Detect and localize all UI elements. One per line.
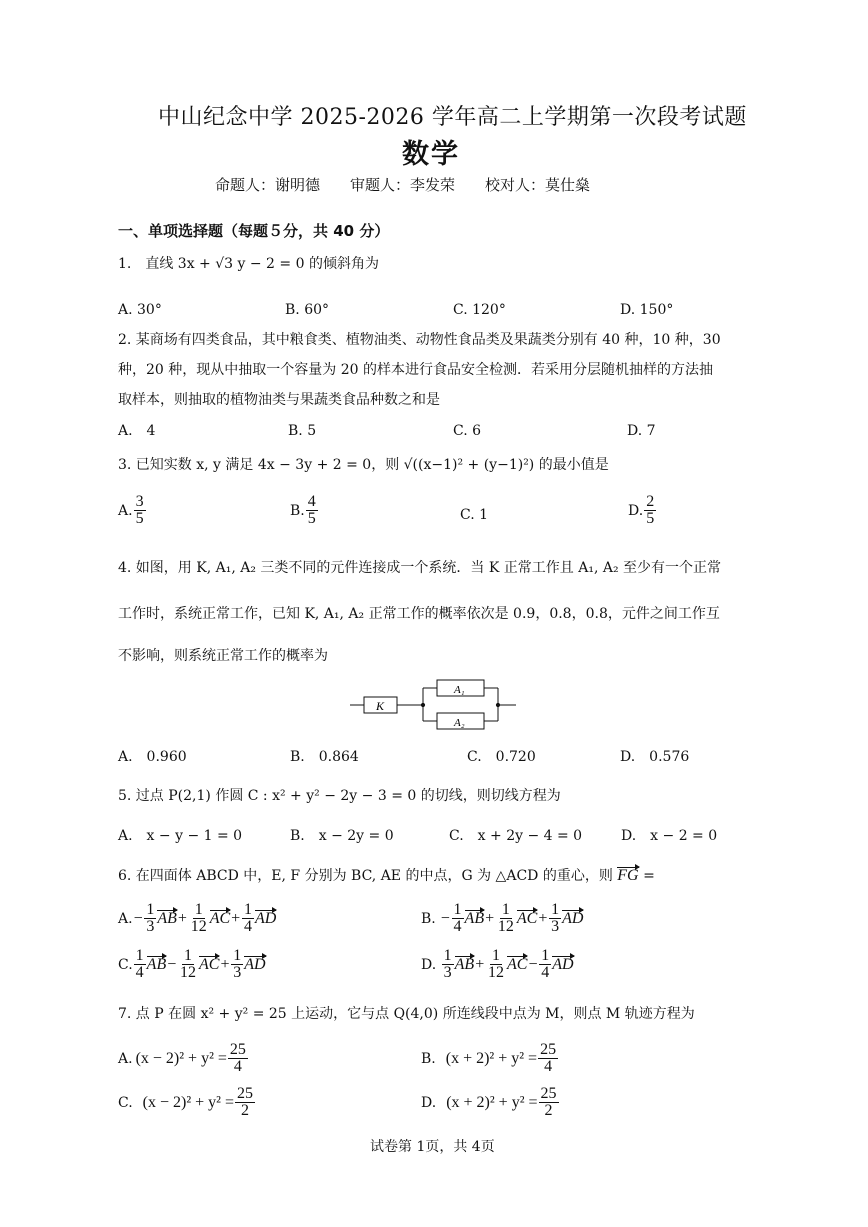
- q7-option-c-label: C.: [118, 1094, 133, 1111]
- q3-option-b-label: B.: [290, 502, 305, 519]
- q6-option-c: C. $\frac{1}{4}$ AB − $\frac{1}{12}$ AC + $\frac{1}{3}$ AD: [118, 947, 266, 981]
- q5-option-d: D. x − 2 = 0: [621, 828, 718, 844]
- q5-option-a: A. x − y − 1 = 0: [118, 828, 243, 844]
- vector-ac: AC: [516, 909, 538, 927]
- q7-option-d: D. (x + 2)² + y² = $\frac{25}{2}$: [421, 1085, 557, 1119]
- q2-option-c: C. 6: [453, 423, 482, 439]
- q6-option-a-label: A.: [118, 910, 133, 927]
- q6-vector-fg: FG: [617, 867, 639, 884]
- q3-option-b-fraction: [306, 494, 318, 527]
- q5-option-b: B. x − 2y = 0: [290, 828, 394, 844]
- q1-stem: 1. 直线 3x + √3 y − 2 = 0 的倾斜角为: [118, 256, 379, 272]
- q3-option-d-label: D.: [628, 502, 644, 519]
- q3-option-b: [290, 494, 319, 527]
- q6-option-a: A. − $\frac{1}{3}$ AB + $\frac{1}{12}$ AC + $\frac{1}{4}$ AD: [118, 901, 277, 935]
- q7-option-b-label: B.: [421, 1050, 436, 1067]
- q7-option-c: C. (x − 2)² + y² = $\frac{25}{2}$: [118, 1085, 253, 1119]
- circuit-diagram: [350, 676, 520, 734]
- q3-option-a-label: A.: [118, 502, 133, 519]
- vector-ab: AB: [157, 909, 177, 927]
- q3-option-d-fraction: [644, 494, 656, 527]
- q4-option-c: C. 0.720: [467, 749, 536, 765]
- q6-option-b: B. − $\frac{1}{4}$ AB + $\frac{1}{12}$ AC + $\frac{1}{3}$ AD: [421, 901, 584, 935]
- component-a1-label: A₁: [454, 684, 465, 696]
- q7-option-b: B. (x + 2)² + y² = $\frac{25}{4}$: [421, 1041, 557, 1075]
- q5-option-c: C. x + 2y − 4 = 0: [449, 828, 583, 844]
- q3-option-a-fraction: [134, 494, 146, 527]
- vector-ac: AC: [506, 955, 528, 973]
- q1-option-b: B. 60°: [285, 302, 330, 318]
- q1-option-c: C. 120°: [453, 302, 506, 318]
- q7-option-a: A. (x − 2)² + y² = $\frac{25}{4}$: [118, 1041, 246, 1075]
- q4-line-3: 不影响，则系统正常工作的概率为: [118, 648, 328, 664]
- q7-stem: 7. 点 P 在圆 x² + y² = 25 上运动，它与点 Q(4,0) 所连线段中点为 M，则点 M 轨迹方程为: [118, 1006, 695, 1022]
- q3-option-a: [118, 494, 147, 527]
- q6-option-d: D. $\frac{1}{3}$ AB + $\frac{1}{12}$ AC − $\frac{1}{4}$ AD: [421, 947, 574, 981]
- q3-option-a-num: 3: [135, 493, 144, 510]
- q7-option-d-label: D.: [421, 1094, 437, 1111]
- q7-option-a-expr: (x − 2)² + y² =: [135, 1049, 227, 1067]
- q5-stem: 5. 过点 P(2,1) 作圆 C : x² + y² − 2y − 3 = 0 的切线，则切线方程为: [118, 788, 561, 804]
- component-a2-label: A₂: [454, 717, 465, 729]
- subject-title: 数学: [402, 139, 460, 170]
- q3-option-b-den: 5: [307, 510, 316, 527]
- q7-option-a-label: A.: [118, 1050, 133, 1067]
- q4-option-d: D. 0.576: [620, 749, 690, 765]
- vector-ab: AB: [146, 955, 167, 973]
- q4-option-b: B. 0.864: [290, 749, 359, 765]
- vector-ad: AD: [552, 955, 574, 973]
- q4-line-1: 4. 如图，用 K, A₁, A₂ 三类不同的元件连接成一个系统．当 K 正常工作且 A₁, A₂ 至少有一个正常: [118, 560, 722, 576]
- vector-ad: AD: [244, 955, 266, 973]
- q6-option-c-label: C.: [118, 956, 133, 973]
- q6-stem-text: 6. 在四面体 ABCD 中，E, F 分别为 BC, AE 的中点，G 为 △ACD 的重心，则: [118, 868, 613, 884]
- credits-line: 命题人：谢明德 审题人：李发荣 校对人：莫仕燊: [215, 176, 591, 194]
- q2-line-3: 取样本，则抽取的植物油类与果蔬类食品种数之和是: [118, 392, 440, 408]
- q4-option-a: A. 0.960: [118, 749, 187, 765]
- q6-option-b-label: B.: [421, 910, 436, 927]
- vector-ac: AC: [209, 909, 231, 927]
- vector-ab: AB: [464, 909, 485, 927]
- vector-ac: AC: [199, 955, 220, 973]
- page-footer: 试卷第 1页，共 4页: [370, 1139, 495, 1155]
- q3-stem: 3. 已知实数 x, y 满足 4x − 3y + 2 = 0，则 √((x−1)² + (y−1)²) 的最小值是: [118, 457, 609, 473]
- q2-option-b: B. 5: [288, 423, 317, 439]
- q2-option-d: D. 7: [627, 423, 656, 439]
- q4-line-2: 工作时，系统正常工作，已知 K, A₁, A₂ 正常工作的概率依次是 0.9，0.8，0.8，元件之间工作互: [118, 606, 720, 622]
- component-k-label: K: [376, 699, 385, 713]
- q6-stem: [118, 866, 655, 886]
- q7-option-d-expr: (x + 2)² + y² =: [446, 1093, 538, 1111]
- q6-option-d-label: D.: [421, 956, 437, 973]
- q7-option-b-expr: (x + 2)² + y² =: [445, 1049, 538, 1067]
- vector-ad: AD: [254, 909, 277, 927]
- q2-line-1: 2. 某商场有四类食品，其中粮食类、植物油类、动物性食品类及果蔬类分别有 40 种，10 种，30: [118, 332, 721, 348]
- vector-ad: AD: [562, 909, 584, 927]
- q3-option-d-num: 2: [646, 493, 655, 510]
- q7-option-c-expr: (x − 2)² + y² =: [142, 1093, 234, 1111]
- exam-title: 中山纪念中学 2025-2026 学年高二上学期第一次段考试题: [158, 105, 747, 130]
- vector-ab: AB: [454, 955, 475, 973]
- q3-option-c: C. 1: [460, 507, 489, 523]
- q3-option-b-num: 4: [307, 493, 316, 510]
- q3-option-d: [628, 494, 657, 527]
- q3-option-a-den: 5: [135, 510, 144, 527]
- q2-line-2: 种，20 种，现从中抽取一个容量为 20 的样本进行食品安全检测．若采用分层随机抽样的方法抽: [118, 362, 713, 378]
- q2-option-a: A. 4: [118, 423, 156, 439]
- q1-option-d: D. 150°: [620, 302, 674, 318]
- q1-option-a: A. 30°: [118, 302, 162, 318]
- q6-stem-equals: =: [643, 868, 655, 884]
- q3-option-d-den: 5: [646, 510, 655, 527]
- section-heading: 一、单项选择题（每题５分，共 40 分）: [118, 222, 390, 240]
